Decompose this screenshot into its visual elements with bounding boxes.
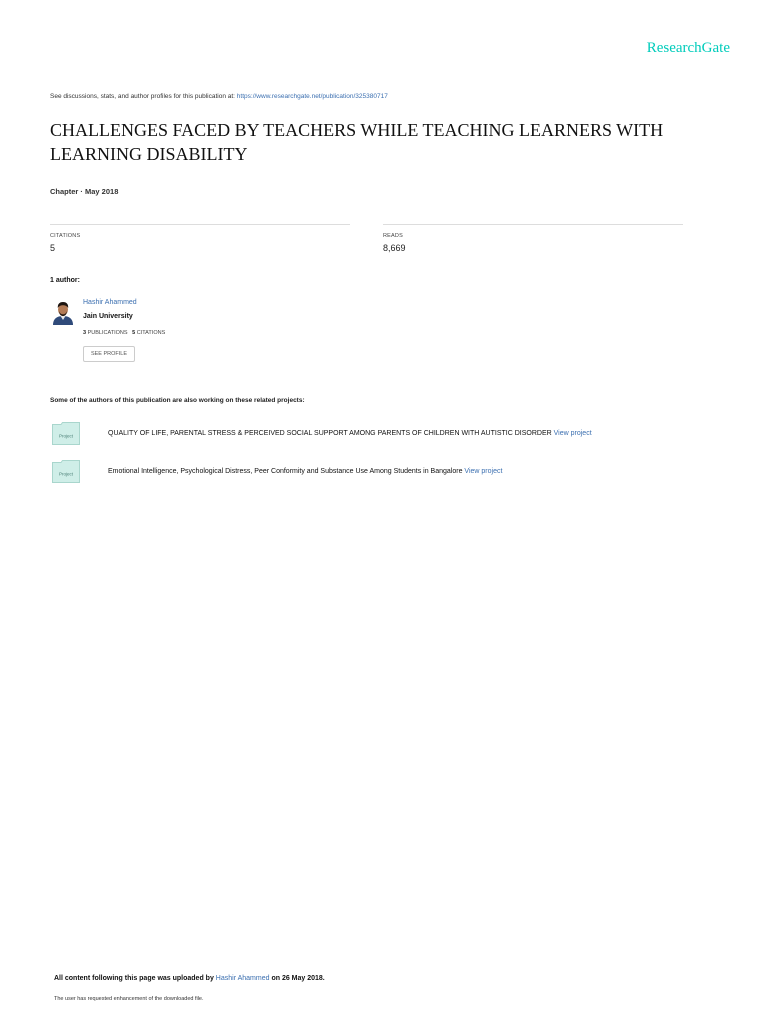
author-avatar[interactable] — [50, 299, 76, 325]
author-citations-label: CITATIONS — [136, 330, 166, 336]
upload-notice — [54, 975, 325, 982]
see-profile-button[interactable]: SEE PROFILE — [83, 346, 135, 362]
author-metrics — [83, 330, 165, 336]
publication-title: CHALLENGES FACED BY TEACHERS WHILE TEACHING LEARNERS WITH LEARNING DISABILITY — [50, 120, 664, 164]
reads-divider — [383, 224, 683, 225]
publications-label: PUBLICATIONS — [87, 330, 128, 336]
author-institution: Jain University — [83, 313, 133, 320]
author-photo-icon — [50, 299, 76, 325]
project-icon-label: Project — [58, 433, 74, 439]
reads-label: READS — [383, 233, 403, 239]
enhancement-note: The user has requested enhancement of the downloaded file. — [54, 996, 204, 1002]
chapter-date: Chapter · May 2018 — [50, 187, 119, 196]
citations-divider — [50, 224, 350, 225]
upload-suffix: on 26 May 2018. — [269, 975, 325, 982]
publications-count: 3 — [83, 330, 87, 336]
reads-value: 8,669 — [383, 243, 406, 253]
authors-count: 1 author: — [50, 277, 80, 284]
project-folder-icon[interactable] — [52, 460, 80, 483]
upload-prefix: All content following this page was uploaded by — [54, 975, 216, 982]
view-project-link[interactable]: View project — [553, 430, 592, 437]
project-folder-icon[interactable] — [52, 422, 80, 445]
disclaimer-text: See discussions, stats, and author profiles for this publication at: — [50, 93, 237, 100]
citations-label: CITATIONS — [50, 233, 81, 239]
citations-value: 5 — [50, 243, 56, 253]
project-title: QUALITY OF LIFE, PARENTAL STRESS & PERCEIVED SOCIAL SUPPORT AMONG PARENTS OF CHILDREN WITH AUTISTIC DISORDER — [108, 430, 552, 437]
author-name-link[interactable]: Hashir Ahammed — [83, 299, 137, 306]
uploader-link[interactable]: Hashir Ahammed — [215, 975, 270, 982]
project-item — [108, 430, 592, 437]
project-title: Emotional Intelligence, Psychological Distress, Peer Conformity and Substance Use Among Students in Bangalore — [108, 468, 463, 475]
researchgate-logo[interactable]: ResearchGate — [646, 40, 730, 56]
publication-url-link[interactable]: https://www.researchgate.net/publication/325380717 — [236, 93, 388, 100]
author-citations-count: 5 — [132, 330, 136, 336]
disclaimer-line — [50, 93, 388, 100]
project-icon-label: Project — [58, 471, 74, 477]
view-project-link[interactable]: View project — [464, 468, 503, 475]
related-projects-heading: Some of the authors of this publication are also working on these related projects: — [50, 397, 305, 404]
project-item — [108, 468, 502, 475]
